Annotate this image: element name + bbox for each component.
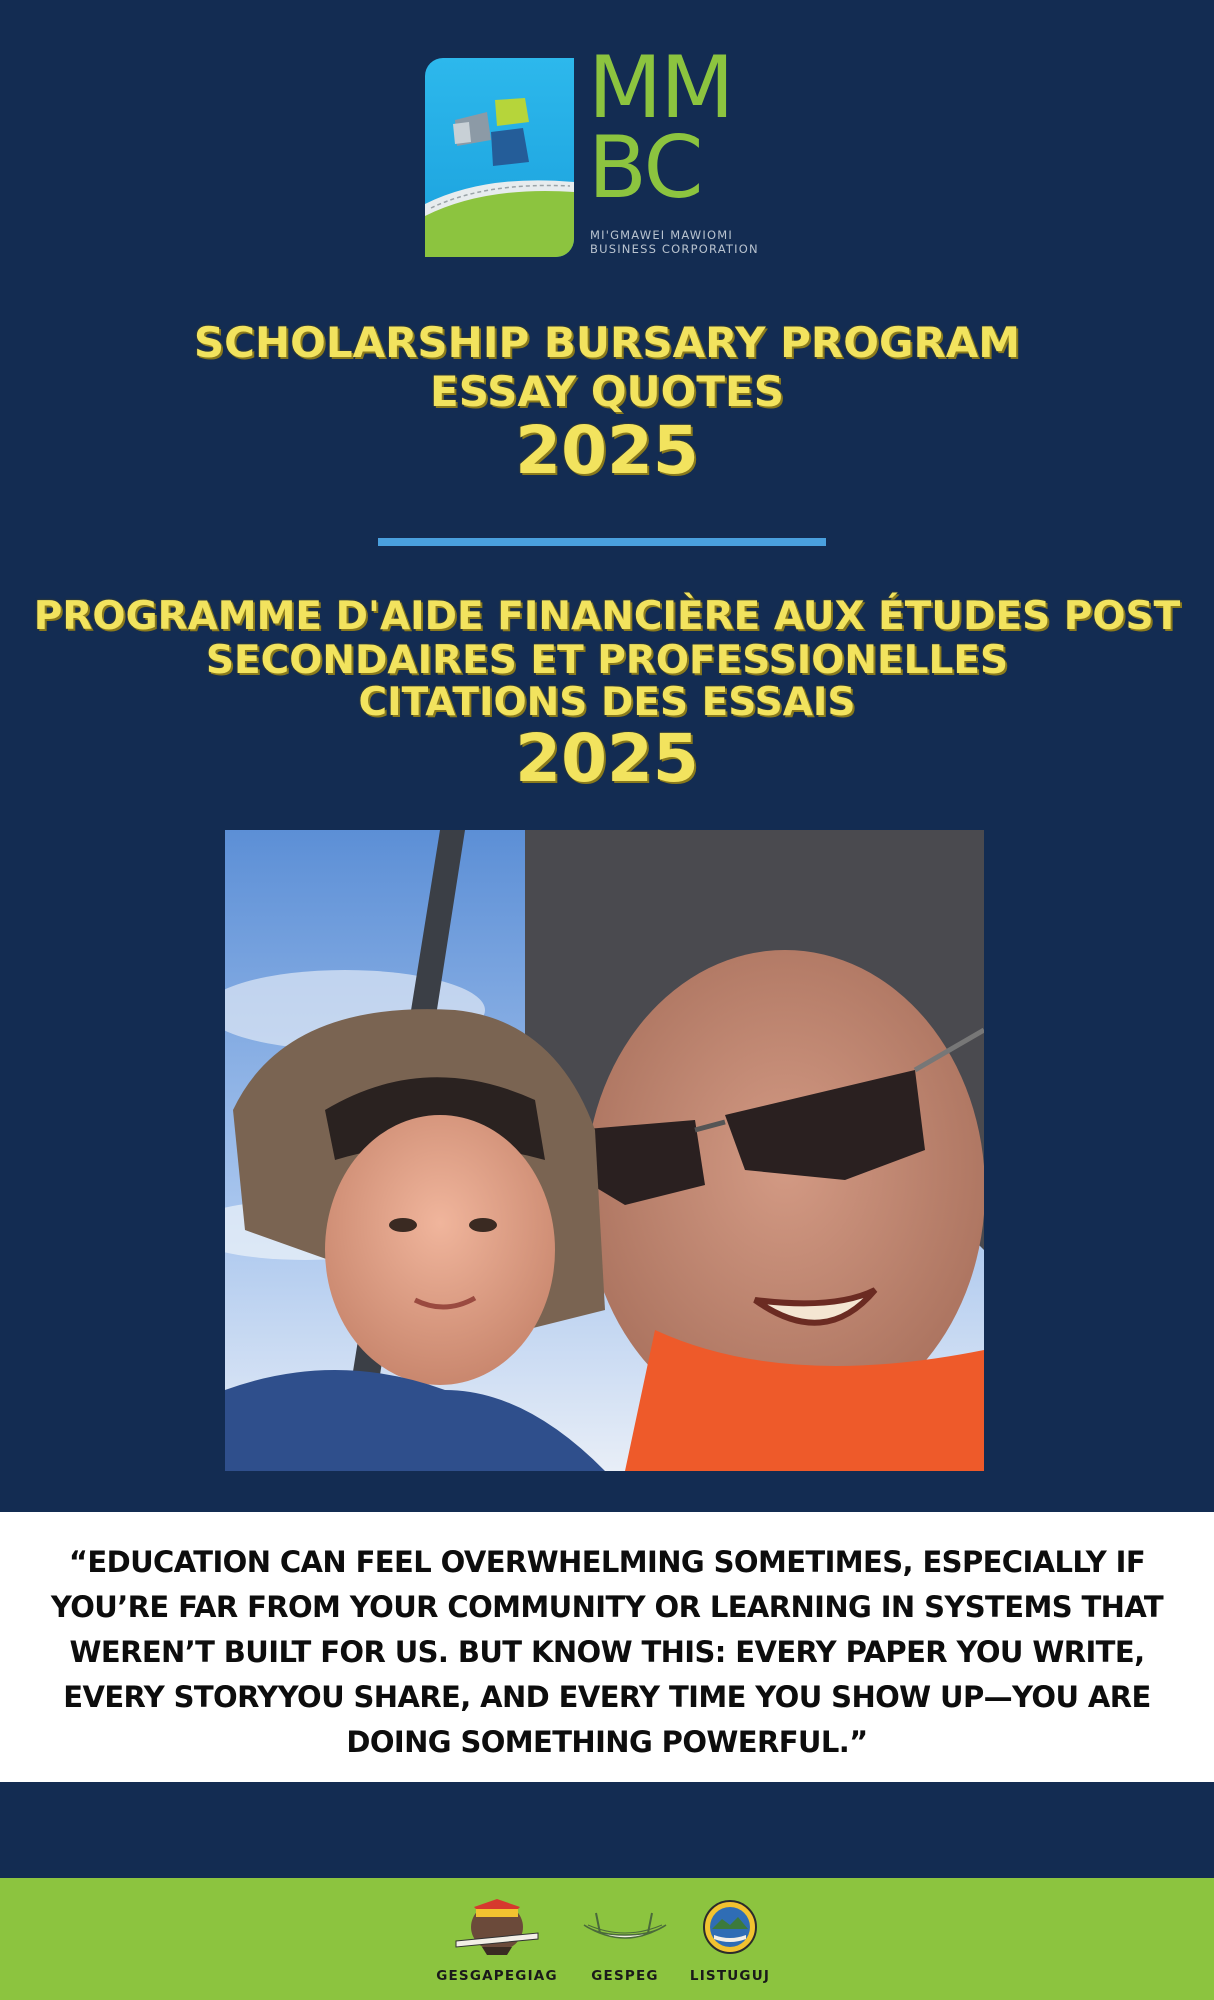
mmbc-wordmark	[588, 38, 733, 218]
community-name: GESPEG	[591, 1968, 659, 1984]
logo-subtitle	[590, 228, 759, 256]
logo-subtitle-line1: MI'GMAWEI MAWIOMI	[590, 228, 733, 242]
selfie-photo	[225, 830, 984, 1471]
quote-line: DOING SOMETHING POWERFUL.”	[346, 1725, 868, 1759]
community-name: LISTUGUJ	[689, 1968, 771, 1984]
footer	[0, 1878, 1214, 2000]
quote-line: WEREN’T BUILT FOR US. BUT KNOW THIS: EVERY PAPER YOU WRITE,	[69, 1635, 1145, 1669]
community-gespeg	[575, 1896, 675, 1984]
heading-fr-line2: SECONDAIRES ET PROFESSIONELLES	[205, 638, 1009, 683]
mmbc-logo	[425, 38, 777, 258]
heading-en-year: 2025	[515, 412, 699, 489]
gesgapegiag-emblem-icon	[432, 1896, 562, 1958]
quote-line: YOU’RE FAR FROM YOUR COMMUNITY OR LEARNING IN SYSTEMS THAT	[50, 1590, 1164, 1624]
section-divider	[378, 538, 826, 546]
wordmark-line2: BC	[588, 118, 702, 218]
heading-en-line1: SCHOLARSHIP BURSARY PROGRAM	[193, 318, 1021, 367]
quote-band	[0, 1512, 1214, 1782]
heading-en-line2: ESSAY QUOTES	[430, 367, 784, 416]
listuguj-seal-icon	[680, 1896, 780, 1958]
wordmark-line1: MM	[588, 38, 733, 138]
heading-fr-line1: PROGRAMME D'AIDE FINANCIÈRE AUX ÉTUDES POST	[33, 594, 1181, 639]
community-name: GESGAPEGIAG	[436, 1968, 558, 1984]
quote-line: EVERY STORYYOU SHARE, AND EVERY TIME YOU SHOW UP—YOU ARE	[63, 1680, 1151, 1714]
community-gesgapegiag	[432, 1896, 562, 1984]
mmbc-emblem-icon	[425, 58, 574, 257]
canoe-emblem-icon	[575, 1896, 675, 1958]
community-listuguj	[680, 1896, 780, 1984]
quote-line: “EDUCATION CAN FEEL OVERWHELMING SOMETIMES, ESPECIALLY IF	[68, 1545, 1146, 1579]
logo-subtitle-line2: BUSINESS CORPORATION	[590, 242, 759, 256]
heading-fr-year: 2025	[515, 720, 699, 797]
heading-fr-line3: CITATIONS DES ESSAIS	[358, 680, 856, 725]
essay-quote	[20, 1540, 1194, 1765]
